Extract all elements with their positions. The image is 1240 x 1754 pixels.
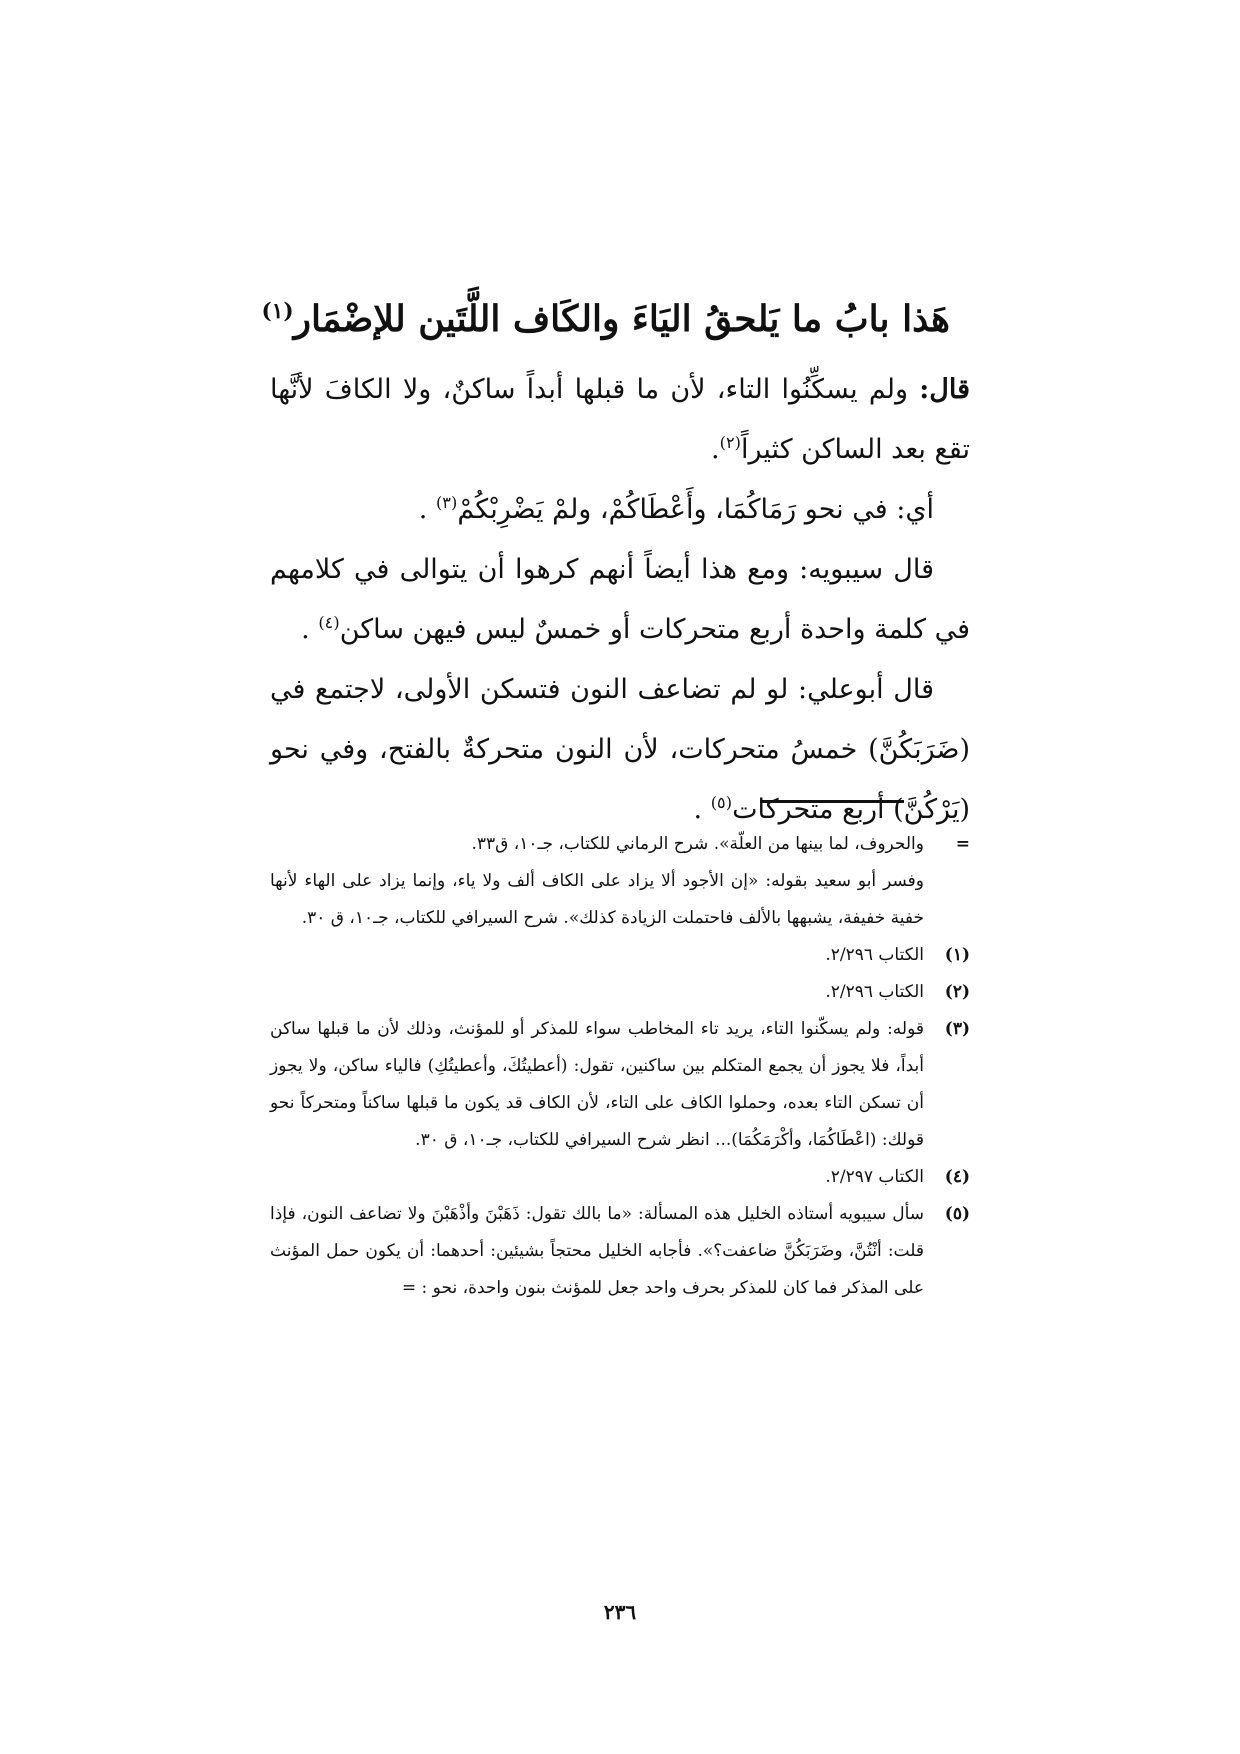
footnote-text: الكتاب ٢/٢٩٦. [825,982,924,1002]
footnote-text: الكتاب ٢/٢٩٧. [825,1167,924,1187]
footnote-number: = [955,834,970,854]
footnote-number: (٤) [944,1167,970,1187]
footnote-item [270,1011,970,1159]
footnote-number: (٣) [944,1019,970,1039]
main-text [270,360,970,840]
footnote-ref: (٤) [318,613,340,632]
footnote-text: وفسر أبو سعيد بقوله: «إن الأجود ألا يزاد على الكاف ألف ولا ياء، وإنما يزاد على الهاء لأنها خفية خفيفة، يشبهها بالألف فاحتملت الزيادة كذلك». شرح السيرافي للكتاب، جـ١٠، ق ٣٠. [270,871,924,928]
footnote-item [270,974,970,1011]
chapter-title-text: هَذا بابُ ما يَلحقُ اليَاءَ والكَاف اللَّتَين للإضْمَار [293,298,950,340]
paragraph-text: ولم يسكِّنُوا التاء، لأن ما قبلها أبداً ساكنٌ، ولا الكافَ لأنَّها تقع بعد الساكن كثيراً [270,374,970,465]
paragraph-2: أي: في نحو رَمَاكُمَا، وأَعْطَاكُمْ، ولمْ يَضْرِبْكُمْ$^{(٣)}$ . [418,493,934,525]
footnote-ref: (٢) [719,433,741,452]
paragraph-1: قال: ولم يسكِّنُوا التاء، لأن ما قبلها أبداً ساكنٌ، ولا الكافَ لأنَّها تقع بعد الساكن كثيراً$^{(٢)}$. [270,374,970,465]
footnote-text: الكتاب ٢/٢٩٦. [825,945,924,965]
footnote-text: والحروف، لما بينها من العلّة». شرح الرماني للكتاب، جـ١٠، ق٣٣. [471,834,924,854]
footnote-separator [760,800,904,803]
paragraph-lead: قال: [919,374,970,405]
footnote-number: (٢) [944,982,970,1002]
chapter-title [261,298,950,340]
paragraph-text: قال سيبويه: ومع هذا أيضاً أنهم كرهوا أن يتوالى في كلامهم في كلمة واحدة أربع متحركات أو خمسٌ ليس فيهن ساكن [270,554,970,645]
footnote-item [270,937,970,974]
footnotes [270,826,970,1307]
paragraph-text: قال أبوعلي: لو لم تضاعف النون فتسكن الأولى، لاجتمع في (ضَرَبَكُنَّ) خمسُ متحركات، لأن النون متحركةٌ بالفتح، وفي نحو (يَرْكُنَّ) أربع متحركات [270,674,970,825]
footnote-text: سأل سيبويه أستاذه الخليل هذه المسألة: «ما بالك تقول: ذَهَبْنَ وأذْهَبْنَ ولا تضاعف النون، فإذا قلت: أنْتُنَّ، وضَرَبَكُنَّ ضاعفت؟». فأجابه الخليل محتجاً بشيئين: أحدهما: أن يكون حمل المؤنث على المذكر فما كان للمذكر بحرف واحد جعل للمؤنث بنون واحدة، نحو : = [270,1204,924,1298]
footnote-item [270,1196,970,1307]
footnote-number: (١) [944,945,970,965]
paragraph-4: قال أبوعلي: لو لم تضاعف النون فتسكن الأولى، لاجتمع في (ضَرَبَكُنَّ) خمسُ متحركات، لأن النون متحركةٌ بالفتح، وفي نحو (يَرْكُنَّ) أربع متحركات$^{(٥)}$ . [270,674,970,825]
footnote-ref: (٣) [435,493,458,512]
footnote-item [270,1159,970,1196]
paragraph-text: أي: في نحو رَمَاكُمَا، وأَعْطَاكُمْ، ولمْ يَضْرِبْكُمْ [457,494,934,525]
page-number: ٢٣٦ [603,1600,637,1624]
paragraph-3: قال سيبويه: ومع هذا أيضاً أنهم كرهوا أن يتوالى في كلامهم في كلمة واحدة أربع متحركات أو خمسٌ ليس فيهن ساكن$^{(٤)}$ . [270,554,970,645]
footnote-text: قوله: ولم يسكّنوا التاء، يريد تاء المخاطب سواء للمذكر أو للمؤنث، وذلك لأن ما قبلها ساكن أبداً، فلا يجوز أن يجمع المتكلم بين ساكنين، تقول: (أعطيتُكَ، وأعطيتُكِ) فالياء ساكن، ولا يجوز أن تسكن التاء بعده، وحملوا الكاف على التاء، لأن الكاف قد يكون ما قبلها ساكناً ومتحركاً نحو قولك: (اعْطَاكُمَا، وأكْرَمَكُمَا)... انظر شرح السيرافي للكتاب، جـ١٠، ق ٣٠. [270,1019,924,1150]
footnote-ref: (١) [261,299,294,324]
footnote-ref: (٥) [710,793,733,812]
footnote-number: (٥) [944,1204,970,1224]
footnote-item [270,826,970,937]
